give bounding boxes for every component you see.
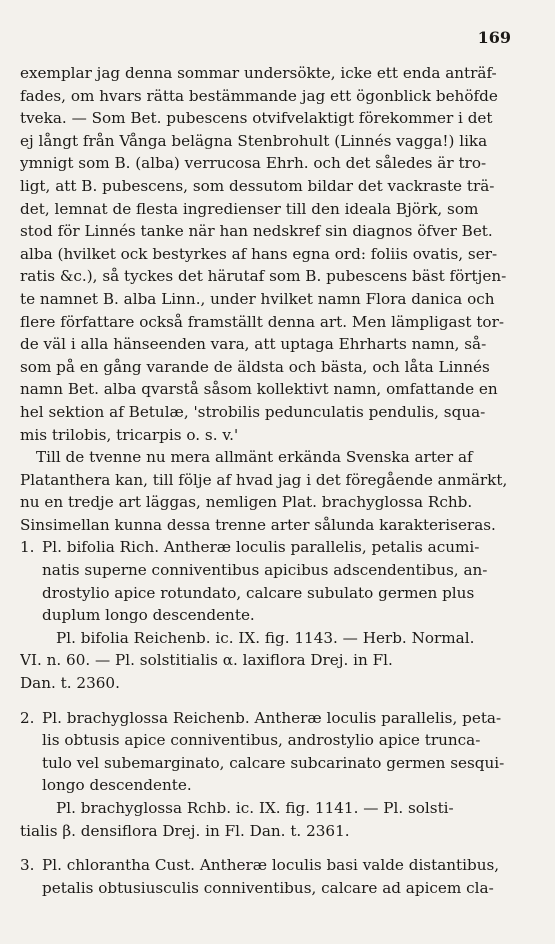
species-line — [20, 752, 520, 775]
paragraph-platanthera — [20, 446, 520, 536]
species-number: 1. — [20, 538, 35, 557]
species-text: Pl. brachyglossa Reichenb. Antheræ loculis parallelis, peta- — [42, 708, 502, 727]
species-entry — [20, 536, 520, 706]
text-line: ej långt från Vånga belägna Stenbrohult (Linnés vagga!) lika — [20, 131, 488, 150]
text-line: nu en tredje art läggas, nemligen Plat. brachyglossa Rchb. — [20, 493, 473, 512]
text-line: namn Bet. alba qvarstå såsom kollektivt namn, omfattande en — [20, 380, 498, 399]
page-number: 169 — [477, 28, 511, 47]
text-line: stod för Linnés tanke när han nedskref sin diagnos öfver Bet. — [20, 222, 493, 241]
text-line: Pl. brachyglossa Rchb. ic. IX. fig. 1141. — Pl. solsti- — [56, 799, 454, 817]
species-line — [20, 536, 520, 559]
text-line: hel sektion af Betulæ, 'strobilis pedunculatis pendulis, squa- — [20, 402, 486, 421]
text-line: ligt, att B. pubescens, som dessutom bildar det vackraste trä- — [20, 176, 495, 195]
text-line: exemplar jag denna sommar undersökte, icke ett enda anträf- — [20, 64, 497, 82]
species-line — [20, 707, 520, 730]
species-line — [20, 559, 520, 582]
text-line: ratis &c.), så tyckes det härutaf som B. pubescens bäst förtjen- — [20, 267, 507, 286]
species-text: natis superne conniventibus apicibus adscendentibus, an- — [42, 561, 488, 580]
text-line: ymnigt som B. (alba) verrucosa Ehrh. och det således är tro- — [20, 154, 487, 173]
species-text: petalis obtusiusculis conniventibus, calcare ad apicem cla- — [42, 878, 494, 897]
species-line — [20, 729, 520, 752]
text-line: Sinsimellan kunna dessa trenne arter sålunda karakteriseras. — [20, 515, 496, 534]
text-line: som på en gång varande de äldsta och bästa, och låta Linnés — [20, 357, 490, 376]
species-number: 2. — [20, 708, 35, 727]
text-line: fades, om hvars rätta bestämmande jag ett ögonblick behöfde — [20, 86, 498, 105]
species-text: Pl. bifolia Rich. Antheræ loculis parallelis, petalis acumi- — [42, 538, 480, 557]
text-line: Pl. bifolia Reichenb. ic. IX. fig. 1143. — Herb. Normal. — [56, 628, 475, 647]
spacer — [20, 842, 520, 854]
species-line — [20, 877, 520, 900]
species-number: 3. — [20, 856, 35, 875]
text-line: flere författare också framställt denna art. Men lämpligast tor- — [20, 312, 504, 331]
text-line: mis trilobis, tricarpis o. s. v.' — [20, 425, 239, 444]
paragraph-betula — [20, 62, 520, 446]
text-line: alba (hvilket ock bestyrkes af hans egna ord: foliis ovatis, ser- — [20, 244, 498, 263]
species-text: tulo vel subemarginato, calcare subcarinato germen sesqui- — [42, 753, 505, 772]
text-line: Platanthera kan, till följe af hvad jag i det föregående anmärkt, — [20, 470, 508, 489]
text-line: de väl i alla hänseenden vara, att uptaga Ehrharts namn, så- — [20, 335, 487, 354]
text-line: Till de tvenne nu mera allmänt erkända Svenska arter af — [36, 448, 473, 467]
text-line: te namnet B. alba Linn., under hvilket namn Flora danica och — [20, 289, 495, 308]
species-text: lis obtusis apice conniventibus, androstylio apice trunca- — [42, 731, 481, 750]
species-text: drostylio apice rotundato, calcare subulato germen plus — [42, 583, 475, 602]
text-line: Dan. t. 2360. — [20, 674, 120, 693]
text-line: tveka. — Som Bet. pubescens otvifvelaktigt förekommer i det — [20, 109, 493, 128]
text-line: tialis β. densiflora Drej. in Fl. Dan. t. 2361. — [20, 821, 350, 840]
spacer — [20, 695, 520, 707]
body-text — [20, 62, 520, 899]
species-line — [20, 774, 520, 797]
species-line — [20, 604, 520, 627]
text-line: VI. n. 60. — Pl. solstitialis α. laxiflora Drej. in Fl. — [20, 651, 393, 670]
species-entry — [20, 854, 520, 899]
species-text: longo descendente. — [42, 776, 192, 795]
text-line: det, lemnat de flesta ingredienser till den ideala Björk, som — [20, 199, 479, 218]
species-line — [20, 582, 520, 605]
species-text: duplum longo descendente. — [42, 606, 255, 625]
species-text: Pl. chlorantha Cust. Antheræ loculis basi valde distantibus, — [42, 856, 500, 875]
species-entry — [20, 707, 520, 855]
species-line — [20, 854, 520, 877]
species-list — [20, 536, 520, 899]
